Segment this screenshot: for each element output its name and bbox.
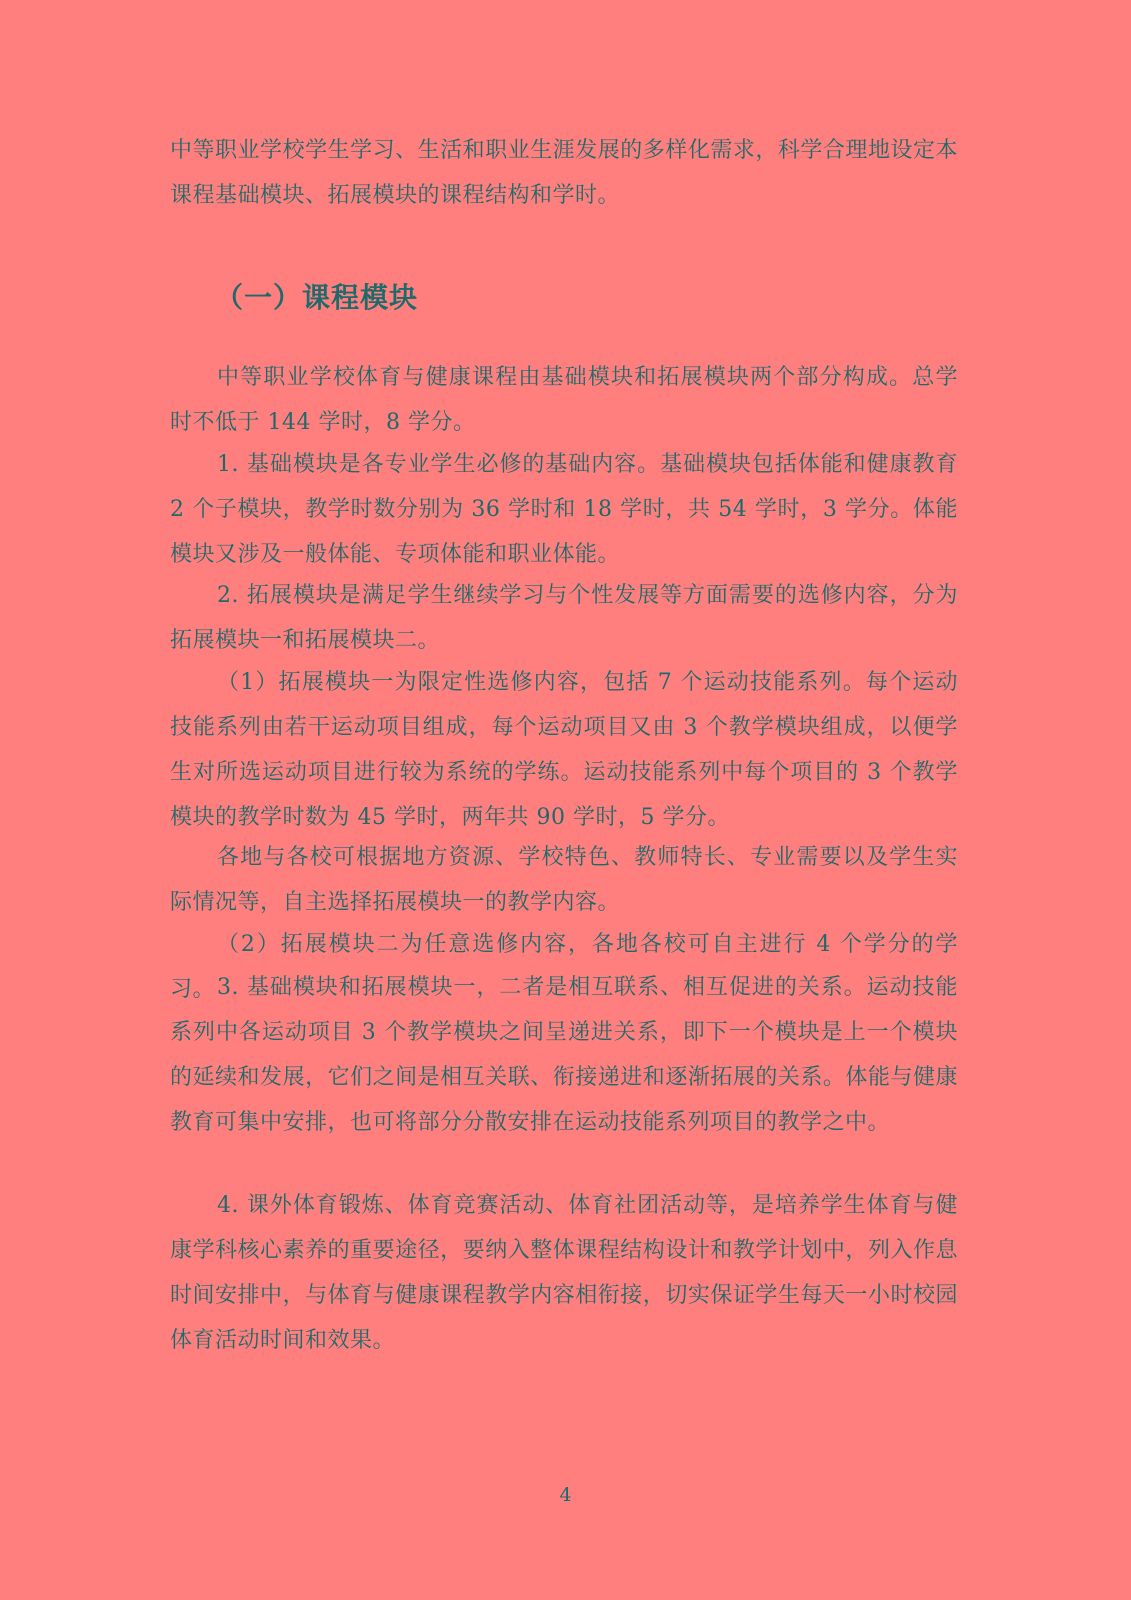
section-heading: （一）课程模块 [215, 281, 419, 314]
intro-paragraph: 中等职业学校学生学习、生活和职业生涯发展的多样化需求，科学合理地设定本课程基础模块、拓展模块的课程结构和学时。 [170, 138, 958, 208]
paragraph-extension-module: 2. 拓展模块是满足学生继续学习与个性发展等方面需要的选修内容，分为拓展模块一和拓展模块二。 [170, 583, 958, 653]
paragraph-local-choice: 各地与各校可根据地方资源、学校特色、教师特长、专业需要以及学生实际情况等，自主选择拓展模块一的教学内容。 [170, 845, 958, 915]
paragraph-module-relationship: 3. 基础模块和拓展模块一，二者是相互联系、相互促进的关系。运动技能系列中各运动项目 3 个教学模块之间呈递进关系，即下一个模块是上一个模块的延续和发展，它们之间是相互关联、衔接递进和逐渐拓展的关系。体能与健康教育可集中安排，也可将部分分散安排在运动技能系列项目的教学之中。 [170, 975, 958, 1135]
paragraph-basic-module: 1. 基础模块是各专业学生必修的基础内容。基础模块包括体能和健康教育 2 个子模块，教学时数分别为 36 学时和 18 学时，共 54 学时，3 学分。体能模块又涉及一般体能、专项体能和职业体能。 [170, 452, 958, 567]
paragraph-extracurricular: 4. 课外体育锻炼、体育竞赛活动、体育社团活动等，是培养学生体育与健康学科核心素养的重要途径，要纳入整体课程结构设计和教学计划中，列入作息时间安排中，与体育与健康课程教学内容相衔接，切实保证学生每天一小时校园体育活动时间和效果。 [170, 1193, 958, 1353]
paragraph-extension-module-two: （2）拓展模块二为任意选修内容，各地各校可自主进行 4 个学分的学习。 [170, 932, 958, 1002]
paragraph-extension-module-one: （1）拓展模块一为限定性选修内容，包括 7 个运动技能系列。每个运动技能系列由若干运动项目组成，每个运动项目又由 3 个教学模块组成，以便学生对所选运动项目进行较为系统的学练。运动技能系列中每个项目的 3 个教学模块的教学时数为 45 学时，两年共 90 学时，5 学分。 [170, 670, 958, 830]
paragraph-overview: 中等职业学校体育与健康课程由基础模块和拓展模块两个部分构成。总学时不低于 144 学时，8 学分。 [170, 365, 958, 435]
page-number: 4 [559, 1484, 572, 1506]
